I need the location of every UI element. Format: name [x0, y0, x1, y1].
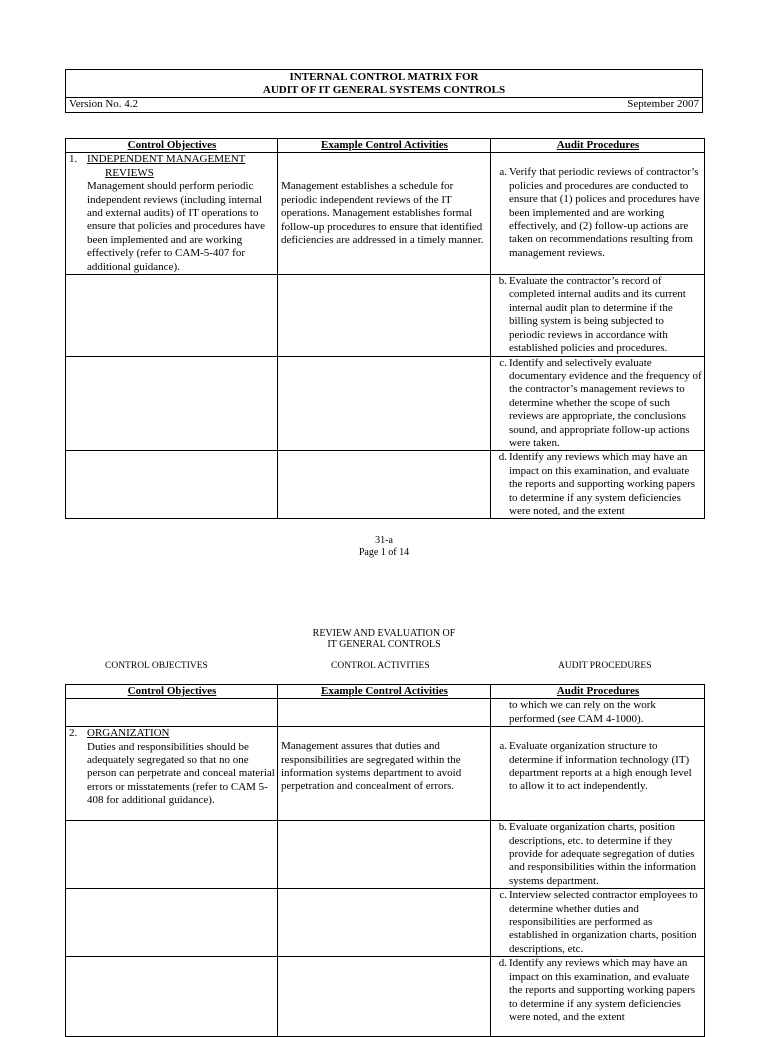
procedure-item	[494, 889, 702, 956]
procedure-label: d.	[498, 957, 507, 970]
procedure-label: a.	[499, 740, 507, 753]
col-header-activities: Example Control Activities	[278, 139, 491, 153]
table-row	[66, 356, 705, 451]
objective-cell	[66, 727, 278, 821]
activity-cell	[278, 727, 491, 821]
document-header	[65, 69, 703, 113]
empty-cell	[278, 821, 491, 889]
objective-cell	[66, 153, 278, 275]
procedure-text: Evaluate organization structure to determine if information technology (IT) department reports at a high enough level to allow it to act independently.	[509, 740, 692, 793]
procedure-cell	[491, 451, 705, 519]
table-row	[66, 451, 705, 519]
col-label-activities: CONTROL ACTIVITIES	[331, 661, 430, 671]
page-code: 31-a	[375, 535, 393, 546]
table-row	[66, 727, 705, 821]
table-header-row	[66, 685, 705, 699]
empty-cell	[66, 451, 278, 519]
table-row	[66, 821, 705, 889]
procedure-item	[494, 957, 702, 1024]
procedure-continuation: to which we can rely on the work performed (see CAM 4-1000).	[509, 699, 656, 725]
empty-cell	[278, 957, 491, 1037]
empty-cell	[66, 699, 278, 727]
page2-heading-line2: IT GENERAL CONTROLS	[327, 639, 441, 650]
col-label-objectives: CONTROL OBJECTIVES	[105, 661, 208, 671]
procedure-label: d.	[498, 451, 507, 464]
procedure-text: Evaluate the contractor’s record of completed internal audits and its current internal audit plan to determine if the billing system is being subjected to periodic reviews in accordance with established policies and procedures.	[509, 275, 686, 355]
control-matrix-table-1	[65, 138, 705, 519]
procedure-cell	[491, 957, 705, 1037]
control-matrix-table-2	[65, 684, 705, 1037]
version-number: Version No. 4.2	[69, 98, 139, 110]
empty-cell	[66, 356, 278, 451]
objective-title-line2: REVIEWS	[105, 166, 154, 179]
procedure-text: Identify and selectively evaluate documentary evidence and the frequency of the contractor’s management reviews to determine whether the scope of such reviews are appropriate, the conclusions sound, and appropriate follow-up actions were taken.	[509, 356, 702, 449]
header-title-line2: AUDIT OF IT GENERAL SYSTEMS CONTROLS	[262, 84, 506, 97]
procedure-cell	[491, 275, 705, 356]
procedure-cell	[491, 889, 705, 957]
empty-cell	[66, 821, 278, 889]
procedure-cell	[491, 699, 705, 727]
procedure-cell	[491, 821, 705, 889]
procedure-text: Verify that periodic reviews of contractor’s policies and procedures are conducted to ensure that (1) polices and procedures have been implemented and are working effectively, and (2) follow-up actions are taken on recommendations resulting from management reviews.	[509, 166, 700, 259]
col-header-procedures: Audit Procedures	[491, 685, 705, 699]
procedure-item	[494, 275, 702, 355]
table-row	[66, 699, 705, 727]
procedure-item	[494, 357, 702, 451]
procedure-text: Identify any reviews which may have an impact on this examination, and evaluate the reports and supporting working papers to determine if any system deficiencies were noted, and the extent	[509, 451, 696, 517]
procedure-cell	[491, 727, 705, 821]
objective-title	[69, 727, 275, 740]
objective-title-line1: INDEPENDENT MANAGEMENT	[87, 153, 246, 166]
col-header-objectives: Control Objectives	[66, 139, 278, 153]
col-header-objectives: Control Objectives	[66, 685, 278, 699]
col-label-procedures: AUDIT PROCEDURES	[558, 661, 652, 671]
procedure-item	[494, 166, 702, 260]
table-row	[66, 957, 705, 1037]
procedure-cell	[491, 356, 705, 451]
version-date: September 2007	[627, 98, 699, 110]
empty-cell	[278, 451, 491, 519]
procedure-text: Interview selected contractor employees to determine whether duties and responsibilities are performed as established in organization charts, position descriptions, etc.	[509, 889, 698, 955]
procedure-text: Identify any reviews which may have an impact on this examination, and evaluate the reports and supporting working papers to determine if any system deficiencies were noted, and the extent	[509, 957, 696, 1023]
procedure-text: Evaluate organization charts, position descriptions, etc. to determine if they provide for adequate segregation of duties and responsibilities within the information systems department.	[509, 821, 696, 887]
activity-text: Management establishes a schedule for periodic independent reviews of the IT operations. Management establishes formal follow-up procedures to ensure that identified deficiencies are addressed in a timely manner.	[281, 180, 484, 247]
objective-title	[69, 153, 275, 166]
table-row	[66, 275, 705, 356]
page-footer	[0, 535, 768, 559]
procedure-label: c.	[499, 889, 507, 902]
table-row	[66, 889, 705, 957]
empty-cell	[66, 275, 278, 356]
procedure-label: c.	[499, 356, 507, 369]
page2-heading-line1: REVIEW AND EVALUATION OF	[312, 628, 456, 639]
empty-cell	[278, 275, 491, 356]
empty-cell	[278, 356, 491, 451]
empty-cell	[278, 699, 491, 727]
table-row	[66, 153, 705, 275]
procedure-label: b.	[498, 821, 507, 834]
table-header-row	[66, 139, 705, 153]
activity-text: Management assures that duties and responsibilities are segregated within the information systems department to avoid perpetration and concealment of errors.	[281, 740, 462, 793]
objective-text: Management should perform periodic independent reviews (including internal and external audits) of IT operations to ensure that policies and procedures have been implemented and are working effectively (refer to CAM-5-407 for additional guidance).	[87, 180, 266, 273]
objective-title-text: ORGANIZATION	[87, 727, 170, 740]
activity-cell	[278, 153, 491, 275]
header-title-line1: INTERNAL CONTROL MATRIX FOR	[289, 71, 479, 83]
procedure-label: a.	[499, 166, 507, 179]
col-header-activities: Example Control Activities	[278, 685, 491, 699]
empty-cell	[66, 957, 278, 1037]
objective-text: Duties and responsibilities should be adequately segregated so that no one person can perpetrate and conceal material errors or misstatements (refer to CAM 5-408 for additional guidance).	[87, 740, 275, 807]
objective-number: 1.	[69, 153, 78, 166]
col-header-procedures: Audit Procedures	[491, 139, 705, 153]
procedure-item	[494, 740, 702, 794]
page-number: Page 1 of 14	[358, 547, 410, 558]
procedure-label: b.	[498, 275, 507, 288]
objective-number: 2.	[69, 727, 78, 740]
version-row	[66, 97, 702, 113]
page2-heading	[0, 628, 768, 650]
empty-cell	[278, 889, 491, 957]
procedure-item	[494, 821, 702, 888]
empty-cell	[66, 889, 278, 957]
procedure-cell	[491, 153, 705, 275]
procedure-item	[494, 451, 702, 518]
